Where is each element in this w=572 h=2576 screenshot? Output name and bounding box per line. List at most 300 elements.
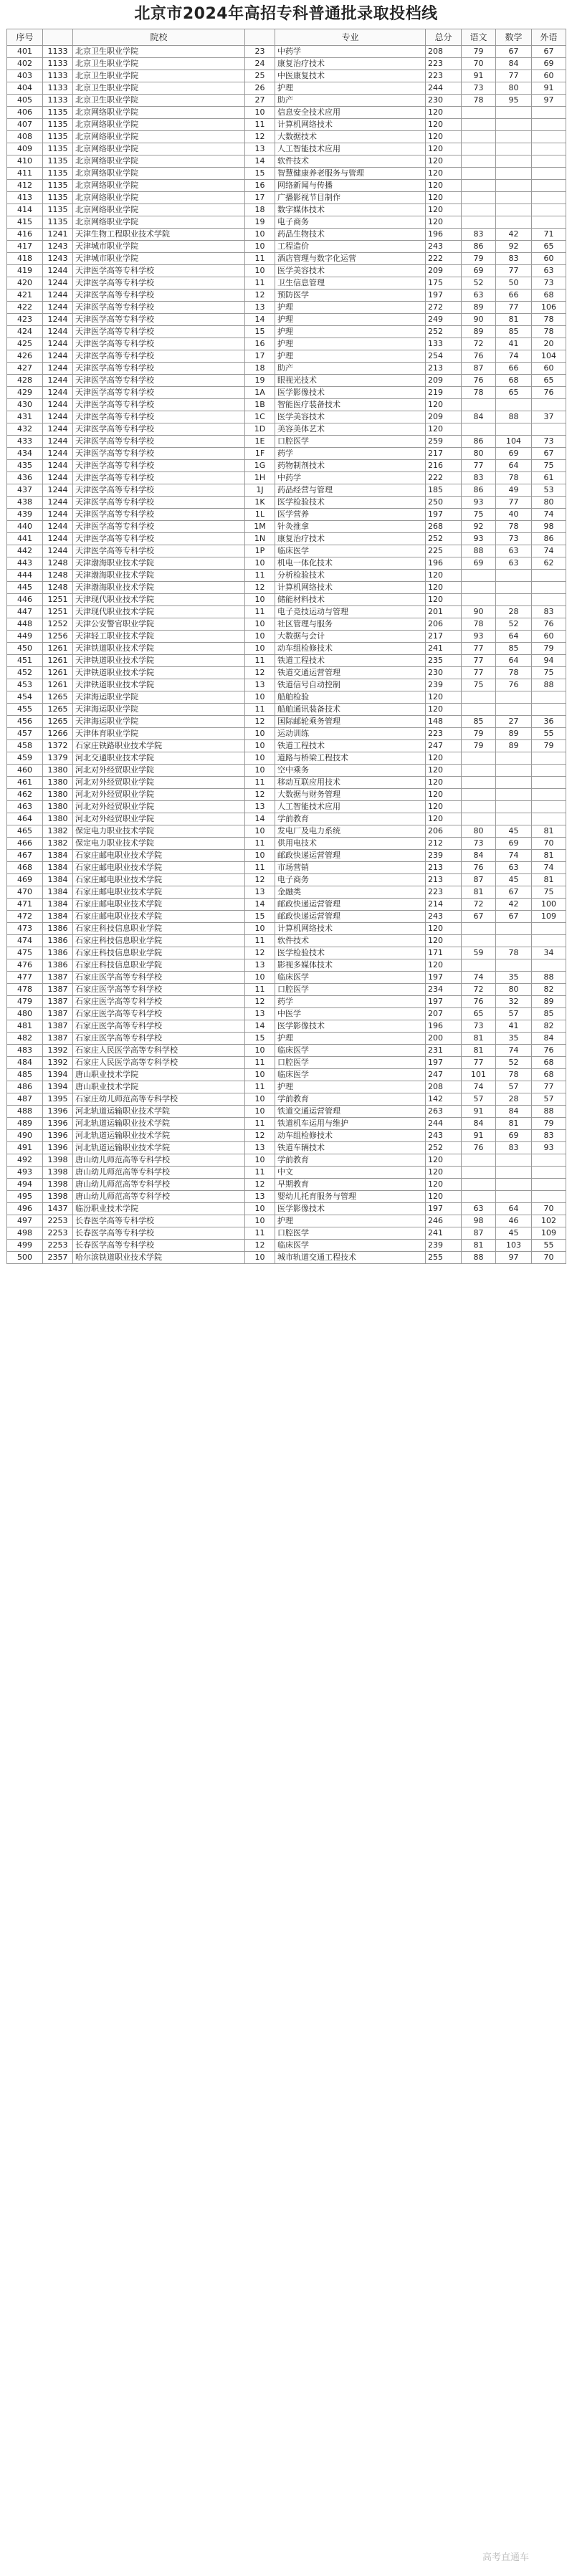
cell-school-code: 1398 <box>43 1154 73 1167</box>
cell-major-code: 1D <box>245 423 275 436</box>
cell-total: 268 <box>426 521 462 533</box>
table-row <box>7 95 566 107</box>
cell-major-code: 26 <box>245 82 275 95</box>
cell-school-code: 1241 <box>43 229 73 241</box>
cell-english: 79 <box>532 1118 566 1130</box>
cell-school-code: 1437 <box>43 1203 73 1215</box>
cell-major: 发电厂及电力系统 <box>275 825 426 838</box>
cell-english: 78 <box>532 326 566 338</box>
cell-school: 石家庄医学高等专科学校 <box>73 972 245 984</box>
table-row <box>7 850 566 862</box>
cell-school-code: 1398 <box>43 1191 73 1203</box>
cell-math: 32 <box>496 996 532 1008</box>
cell-school-code: 1392 <box>43 1045 73 1057</box>
cell-english <box>532 752 566 765</box>
cell-major-code: 10 <box>245 618 275 631</box>
cell-english: 86 <box>532 533 566 545</box>
cell-english: 83 <box>532 1130 566 1142</box>
cell-major-code: 1C <box>245 411 275 423</box>
cell-school-code: 1244 <box>43 326 73 338</box>
table-row <box>7 801 566 813</box>
cell-major-code: 13 <box>245 302 275 314</box>
cell-chinese: 69 <box>462 557 496 570</box>
cell-school-code: 1265 <box>43 716 73 728</box>
cell-chinese: 52 <box>462 277 496 289</box>
cell-chinese: 73 <box>462 838 496 850</box>
cell-major: 数字媒体技术 <box>275 204 426 216</box>
cell-chinese: 81 <box>462 886 496 899</box>
cell-school: 天津医学高等专科学校 <box>73 277 245 289</box>
cell-chinese: 81 <box>462 1045 496 1057</box>
cell-major-code: 1N <box>245 533 275 545</box>
cell-school: 北京网络职业学院 <box>73 216 245 229</box>
cell-school-code: 1135 <box>43 131 73 143</box>
cell-english: 94 <box>532 655 566 667</box>
cell-major-code: 1J <box>245 484 275 497</box>
cell-chinese: 79 <box>462 253 496 265</box>
cell-math <box>496 1179 532 1191</box>
cell-total: 241 <box>426 1227 462 1240</box>
cell-major: 医学美容技术 <box>275 411 426 423</box>
cell-english <box>532 813 566 825</box>
cell-chinese <box>462 1191 496 1203</box>
cell-major: 铁道交通运营管理 <box>275 667 426 679</box>
cell-total: 244 <box>426 82 462 95</box>
cell-math: 41 <box>496 338 532 350</box>
cell-school: 河北轨道运输职业技术学院 <box>73 1130 245 1142</box>
cell-school-code: 1382 <box>43 825 73 838</box>
cell-english <box>532 1154 566 1167</box>
cell-school-code: 1387 <box>43 984 73 996</box>
cell-english: 78 <box>532 314 566 326</box>
cell-english: 55 <box>532 728 566 740</box>
cell-english: 74 <box>532 862 566 874</box>
cell-chinese: 84 <box>462 1118 496 1130</box>
cell-seq: 439 <box>7 509 43 521</box>
cell-english: 80 <box>532 497 566 509</box>
cell-math: 80 <box>496 984 532 996</box>
cell-school: 河北轨道运输职业技术学院 <box>73 1106 245 1118</box>
cell-total: 185 <box>426 484 462 497</box>
cell-seq: 498 <box>7 1227 43 1240</box>
cell-school: 天津医学高等专科学校 <box>73 472 245 484</box>
cell-chinese <box>462 923 496 935</box>
cell-school-code: 1133 <box>43 95 73 107</box>
cell-seq: 447 <box>7 606 43 618</box>
table-row <box>7 204 566 216</box>
cell-english: 73 <box>532 436 566 448</box>
cell-total: 120 <box>426 107 462 119</box>
cell-major: 空中乘务 <box>275 765 426 777</box>
cell-chinese: 77 <box>462 667 496 679</box>
table-row <box>7 277 566 289</box>
cell-total: 197 <box>426 509 462 521</box>
cell-chinese <box>462 107 496 119</box>
cell-school: 河北对外经贸职业学院 <box>73 777 245 789</box>
cell-seq: 444 <box>7 570 43 582</box>
cell-total: 234 <box>426 984 462 996</box>
cell-major: 移动互联应用技术 <box>275 777 426 789</box>
cell-math: 52 <box>496 618 532 631</box>
cell-school-code: 2253 <box>43 1240 73 1252</box>
cell-major: 信息安全技术应用 <box>275 107 426 119</box>
table-row <box>7 1154 566 1167</box>
cell-english: 53 <box>532 484 566 497</box>
cell-school: 天津医学高等专科学校 <box>73 338 245 350</box>
cell-total: 142 <box>426 1093 462 1106</box>
table-row <box>7 399 566 411</box>
table-row <box>7 289 566 302</box>
table-row <box>7 423 566 436</box>
cell-math: 92 <box>496 241 532 253</box>
cell-english: 83 <box>532 606 566 618</box>
cell-chinese: 76 <box>462 996 496 1008</box>
cell-major: 市场营销 <box>275 862 426 874</box>
cell-major: 护理 <box>275 1033 426 1045</box>
cell-total: 197 <box>426 1203 462 1215</box>
cell-english: 61 <box>532 472 566 484</box>
cell-seq: 453 <box>7 679 43 691</box>
cell-total: 120 <box>426 1191 462 1203</box>
cell-math <box>496 570 532 582</box>
cell-seq: 459 <box>7 752 43 765</box>
cell-chinese: 98 <box>462 1215 496 1227</box>
cell-chinese <box>462 216 496 229</box>
cell-major: 金融类 <box>275 886 426 899</box>
table-row <box>7 728 566 740</box>
cell-chinese <box>462 155 496 168</box>
cell-school: 长春医学高等专科学校 <box>73 1215 245 1227</box>
cell-school-code: 1135 <box>43 119 73 131</box>
cell-seq: 418 <box>7 253 43 265</box>
cell-school-code: 1386 <box>43 947 73 959</box>
cell-major: 医学检验技术 <box>275 947 426 959</box>
cell-seq: 413 <box>7 192 43 204</box>
cell-school-code: 1244 <box>43 448 73 460</box>
cell-english <box>532 1179 566 1191</box>
cell-major: 助产 <box>275 95 426 107</box>
cell-seq: 408 <box>7 131 43 143</box>
cell-chinese <box>462 935 496 947</box>
cell-major-code: 17 <box>245 192 275 204</box>
cell-english: 76 <box>532 1045 566 1057</box>
cell-seq: 443 <box>7 557 43 570</box>
cell-major: 康复治疗技术 <box>275 533 426 545</box>
cell-major: 卫生信息管理 <box>275 277 426 289</box>
table-row <box>7 143 566 155</box>
cell-seq: 430 <box>7 399 43 411</box>
cell-school-code: 1133 <box>43 46 73 58</box>
cell-major: 铁道工程技术 <box>275 740 426 752</box>
cell-school-code: 1387 <box>43 996 73 1008</box>
header-major: 专业 <box>275 29 426 46</box>
cell-english: 65 <box>532 241 566 253</box>
cell-school-code: 2253 <box>43 1215 73 1227</box>
watermark: 高考直通车 <box>482 2552 529 2563</box>
cell-total: 239 <box>426 1240 462 1252</box>
table-row <box>7 1118 566 1130</box>
cell-major-code: 11 <box>245 838 275 850</box>
cell-school-code: 1266 <box>43 728 73 740</box>
cell-seq: 403 <box>7 70 43 82</box>
cell-seq: 487 <box>7 1093 43 1106</box>
cell-major: 中医学 <box>275 1008 426 1020</box>
cell-major: 药品经营与管理 <box>275 484 426 497</box>
cell-school: 天津海运职业学院 <box>73 691 245 704</box>
cell-major: 学前教育 <box>275 813 426 825</box>
cell-major-code: 12 <box>245 582 275 594</box>
cell-school: 北京卫生职业学院 <box>73 82 245 95</box>
cell-major-code: 11 <box>245 862 275 874</box>
cell-math: 89 <box>496 740 532 752</box>
cell-seq: 429 <box>7 387 43 399</box>
table-row <box>7 314 566 326</box>
cell-major-code: 1F <box>245 448 275 460</box>
cell-seq: 499 <box>7 1240 43 1252</box>
cell-major-code: 12 <box>245 131 275 143</box>
cell-school-code: 1244 <box>43 277 73 289</box>
cell-major: 婴幼儿托育服务与管理 <box>275 1191 426 1203</box>
cell-school: 北京卫生职业学院 <box>73 46 245 58</box>
table-header-row <box>7 29 566 46</box>
cell-school-code: 1244 <box>43 484 73 497</box>
cell-english: 71 <box>532 229 566 241</box>
cell-chinese: 78 <box>462 387 496 399</box>
cell-major-code: 14 <box>245 1020 275 1033</box>
cell-english: 60 <box>532 631 566 643</box>
table-row <box>7 1179 566 1191</box>
cell-seq: 420 <box>7 277 43 289</box>
cell-school: 天津医学高等专科学校 <box>73 436 245 448</box>
cell-major: 护理 <box>275 350 426 363</box>
table-row <box>7 58 566 70</box>
cell-school-code: 1244 <box>43 338 73 350</box>
cell-school-code: 1395 <box>43 1093 73 1106</box>
cell-total: 197 <box>426 996 462 1008</box>
cell-major: 酒店管理与数字化运营 <box>275 253 426 265</box>
cell-major-code: 1H <box>245 472 275 484</box>
cell-major: 网络新闻与传播 <box>275 180 426 192</box>
cell-school-code: 1244 <box>43 265 73 277</box>
cell-total: 120 <box>426 789 462 801</box>
page-title: 北京市2024年高招专科普通批录取投档线 <box>134 5 438 23</box>
cell-school-code: 1396 <box>43 1106 73 1118</box>
cell-total: 120 <box>426 155 462 168</box>
cell-major: 临床医学 <box>275 545 426 557</box>
cell-math: 41 <box>496 1020 532 1033</box>
cell-school-code: 1386 <box>43 959 73 972</box>
cell-chinese <box>462 131 496 143</box>
cell-english: 55 <box>532 1240 566 1252</box>
cell-major-code: 16 <box>245 338 275 350</box>
cell-chinese: 79 <box>462 728 496 740</box>
table-row <box>7 972 566 984</box>
cell-seq: 473 <box>7 923 43 935</box>
table-row <box>7 1069 566 1081</box>
cell-school: 石家庄邮电职业技术学院 <box>73 886 245 899</box>
cell-chinese <box>462 1154 496 1167</box>
cell-seq: 466 <box>7 838 43 850</box>
cell-math <box>496 582 532 594</box>
cell-total: 254 <box>426 350 462 363</box>
cell-major-code: 23 <box>245 46 275 58</box>
cell-total: 197 <box>426 1057 462 1069</box>
cell-school-code: 1135 <box>43 155 73 168</box>
table-row <box>7 655 566 667</box>
cell-seq: 477 <box>7 972 43 984</box>
cell-major-code: 13 <box>245 679 275 691</box>
cell-school-code: 1386 <box>43 923 73 935</box>
cell-total: 120 <box>426 204 462 216</box>
cell-math <box>496 777 532 789</box>
cell-chinese: 75 <box>462 679 496 691</box>
cell-school-code: 1133 <box>43 58 73 70</box>
cell-math: 77 <box>496 497 532 509</box>
cell-math: 66 <box>496 289 532 302</box>
cell-major-code: 14 <box>245 813 275 825</box>
cell-major-code: 10 <box>245 1093 275 1106</box>
cell-chinese: 84 <box>462 850 496 862</box>
cell-english: 75 <box>532 460 566 472</box>
cell-total: 200 <box>426 1033 462 1045</box>
table-row <box>7 570 566 582</box>
table-row <box>7 155 566 168</box>
cell-chinese: 93 <box>462 497 496 509</box>
cell-major: 动车组检修技术 <box>275 643 426 655</box>
cell-major-code: 1K <box>245 497 275 509</box>
cell-major: 供用电技术 <box>275 838 426 850</box>
table-row <box>7 375 566 387</box>
cell-major-code: 10 <box>245 241 275 253</box>
cell-seq: 410 <box>7 155 43 168</box>
cell-english <box>532 143 566 155</box>
cell-major: 分析检验技术 <box>275 570 426 582</box>
cell-seq: 417 <box>7 241 43 253</box>
cell-major-code: 14 <box>245 899 275 911</box>
cell-seq: 460 <box>7 765 43 777</box>
cell-english: 82 <box>532 1020 566 1033</box>
cell-major: 美容美体艺术 <box>275 423 426 436</box>
cell-math <box>496 765 532 777</box>
cell-total: 120 <box>426 813 462 825</box>
table-row <box>7 594 566 606</box>
cell-total: 206 <box>426 618 462 631</box>
cell-math: 78 <box>496 667 532 679</box>
cell-major-code: 1M <box>245 521 275 533</box>
table-row <box>7 70 566 82</box>
cell-chinese <box>462 1167 496 1179</box>
cell-major-code: 10 <box>245 229 275 241</box>
header-total: 总分 <box>426 29 462 46</box>
table-row <box>7 107 566 119</box>
cell-school: 北京网络职业学院 <box>73 180 245 192</box>
cell-chinese: 87 <box>462 363 496 375</box>
cell-seq: 454 <box>7 691 43 704</box>
cell-major-code: 11 <box>245 777 275 789</box>
cell-school-code: 1384 <box>43 850 73 862</box>
table-row <box>7 411 566 423</box>
cell-major-code: 10 <box>245 1252 275 1264</box>
cell-school: 唐山职业技术学院 <box>73 1081 245 1093</box>
cell-school: 天津医学高等专科学校 <box>73 350 245 363</box>
cell-math <box>496 935 532 947</box>
cell-total: 219 <box>426 387 462 399</box>
cell-math <box>496 131 532 143</box>
cell-total: 120 <box>426 777 462 789</box>
cell-chinese: 86 <box>462 241 496 253</box>
cell-seq: 457 <box>7 728 43 740</box>
cell-chinese: 91 <box>462 1106 496 1118</box>
cell-school: 天津医学高等专科学校 <box>73 289 245 302</box>
cell-seq: 465 <box>7 825 43 838</box>
cell-seq: 470 <box>7 886 43 899</box>
cell-math: 63 <box>496 557 532 570</box>
cell-major: 中医康复技术 <box>275 70 426 82</box>
cell-total: 120 <box>426 801 462 813</box>
cell-math: 81 <box>496 314 532 326</box>
cell-chinese: 65 <box>462 1008 496 1020</box>
cell-total: 243 <box>426 241 462 253</box>
table-row <box>7 643 566 655</box>
cell-major: 运动训练 <box>275 728 426 740</box>
cell-total: 197 <box>426 289 462 302</box>
cell-seq: 456 <box>7 716 43 728</box>
cell-school-code: 1265 <box>43 691 73 704</box>
cell-math: 35 <box>496 972 532 984</box>
cell-seq: 411 <box>7 168 43 180</box>
cell-major: 铁道工程技术 <box>275 655 426 667</box>
cell-major-code: 11 <box>245 119 275 131</box>
cell-major: 计算机网络技术 <box>275 582 426 594</box>
cell-seq: 435 <box>7 460 43 472</box>
cell-english: 74 <box>532 545 566 557</box>
cell-major-code: 13 <box>245 886 275 899</box>
cell-seq: 422 <box>7 302 43 314</box>
cell-chinese: 73 <box>462 82 496 95</box>
cell-total: 247 <box>426 1069 462 1081</box>
cell-school: 石家庄科技信息职业学院 <box>73 923 245 935</box>
table-row <box>7 545 566 557</box>
cell-math <box>496 789 532 801</box>
cell-math: 76 <box>496 679 532 691</box>
cell-total: 197 <box>426 972 462 984</box>
cell-seq: 406 <box>7 107 43 119</box>
cell-school-code: 1244 <box>43 314 73 326</box>
cell-school-code: 1135 <box>43 216 73 229</box>
cell-chinese <box>462 168 496 180</box>
cell-major-code: 10 <box>245 594 275 606</box>
cell-chinese: 79 <box>462 46 496 58</box>
table-row <box>7 813 566 825</box>
cell-english <box>532 582 566 594</box>
cell-seq: 449 <box>7 631 43 643</box>
table-row <box>7 874 566 886</box>
cell-math <box>496 143 532 155</box>
cell-english: 97 <box>532 95 566 107</box>
cell-school: 天津医学高等专科学校 <box>73 314 245 326</box>
cell-seq: 468 <box>7 862 43 874</box>
cell-english <box>532 168 566 180</box>
cell-school-code: 1384 <box>43 899 73 911</box>
table-row <box>7 1191 566 1203</box>
cell-chinese: 80 <box>462 825 496 838</box>
cell-math <box>496 1191 532 1203</box>
cell-chinese <box>462 777 496 789</box>
cell-chinese: 63 <box>462 1203 496 1215</box>
cell-total: 120 <box>426 935 462 947</box>
cell-school: 天津医学高等专科学校 <box>73 326 245 338</box>
cell-school-code: 1243 <box>43 253 73 265</box>
